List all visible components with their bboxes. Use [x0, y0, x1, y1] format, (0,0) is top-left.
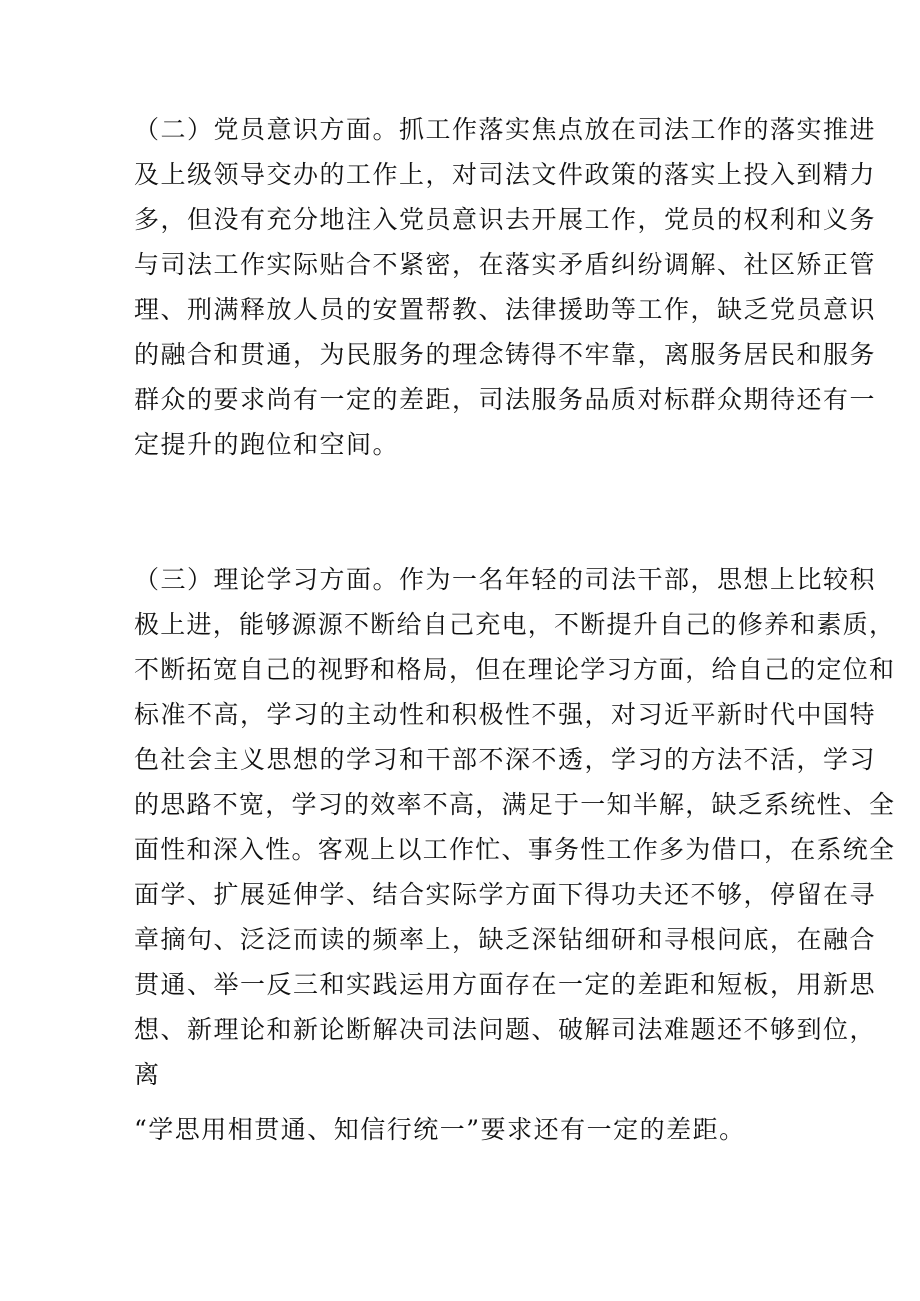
paragraph-line: 章摘句、泛泛而读的频率上，缺乏深钻细研和寻根问底，在融合 [134, 925, 877, 954]
paragraph-line: 离 [134, 1060, 161, 1089]
paragraph-line: 极上进，能够源源不断给自己充电，不断提升自己的修养和素质， [134, 610, 896, 639]
paragraph-line: （二）党员意识方面。抓工作落实焦点放在司法工作的落实推进 [134, 115, 877, 144]
paragraph-line: 想、新理论和新论断解决司法问题、破解司法难题还不够到位， [134, 1015, 877, 1044]
paragraph-line: 的思路不宽，学习的效率不高，满足于一知半解，缺乏系统性、全 [134, 790, 896, 819]
paragraph-line: 面学、扩展延伸学、结合实际学方面下得功夫还不够，停留在寻 [134, 880, 877, 909]
paragraph-line: 不断拓宽自己的视野和格局，但在理论学习方面，给自己的定位和 [134, 655, 896, 684]
paragraph-line: 面性和深入性。客观上以工作忙、事务性工作多为借口，在系统全 [134, 835, 896, 864]
paragraph-line: 群众的要求尚有一定的差距，司法服务品质对标群众期待还有一 [134, 385, 877, 414]
paragraph-line: 贯通、举一反三和实践运用方面存在一定的差距和短板，用新思 [134, 970, 877, 999]
paragraph-line: 与司法工作实际贴合不紧密，在落实矛盾纠纷调解、社区矫正管 [134, 250, 877, 279]
paragraph-line: 多，但没有充分地注入党员意识去开展工作，党员的权利和义务 [134, 205, 877, 234]
paragraph-line: 标准不高，学习的主动性和积极性不强，对习近平新时代中国特 [134, 700, 877, 729]
paragraph-line: “学思用相贯通、知信行统一”要求还有一定的差距。 [134, 1115, 746, 1144]
paragraph-line: 色社会主义思想的学习和干部不深不透，学习的方法不活，学习 [134, 745, 877, 774]
paragraph-line: （三）理论学习方面。作为一名年轻的司法干部，思想上比较积 [134, 565, 877, 594]
paragraph-line: 定提升的跑位和空间。 [134, 430, 400, 459]
paragraph-line: 的融合和贯通，为民服务的理念铸得不牢靠，离服务居民和服务 [134, 340, 877, 369]
paragraph-line: 及上级领导交办的工作上，对司法文件政策的落实上投入到精力 [134, 160, 877, 189]
paragraph-line: 理、刑满释放人员的安置帮教、法律援助等工作，缺乏党员意识 [134, 295, 877, 324]
